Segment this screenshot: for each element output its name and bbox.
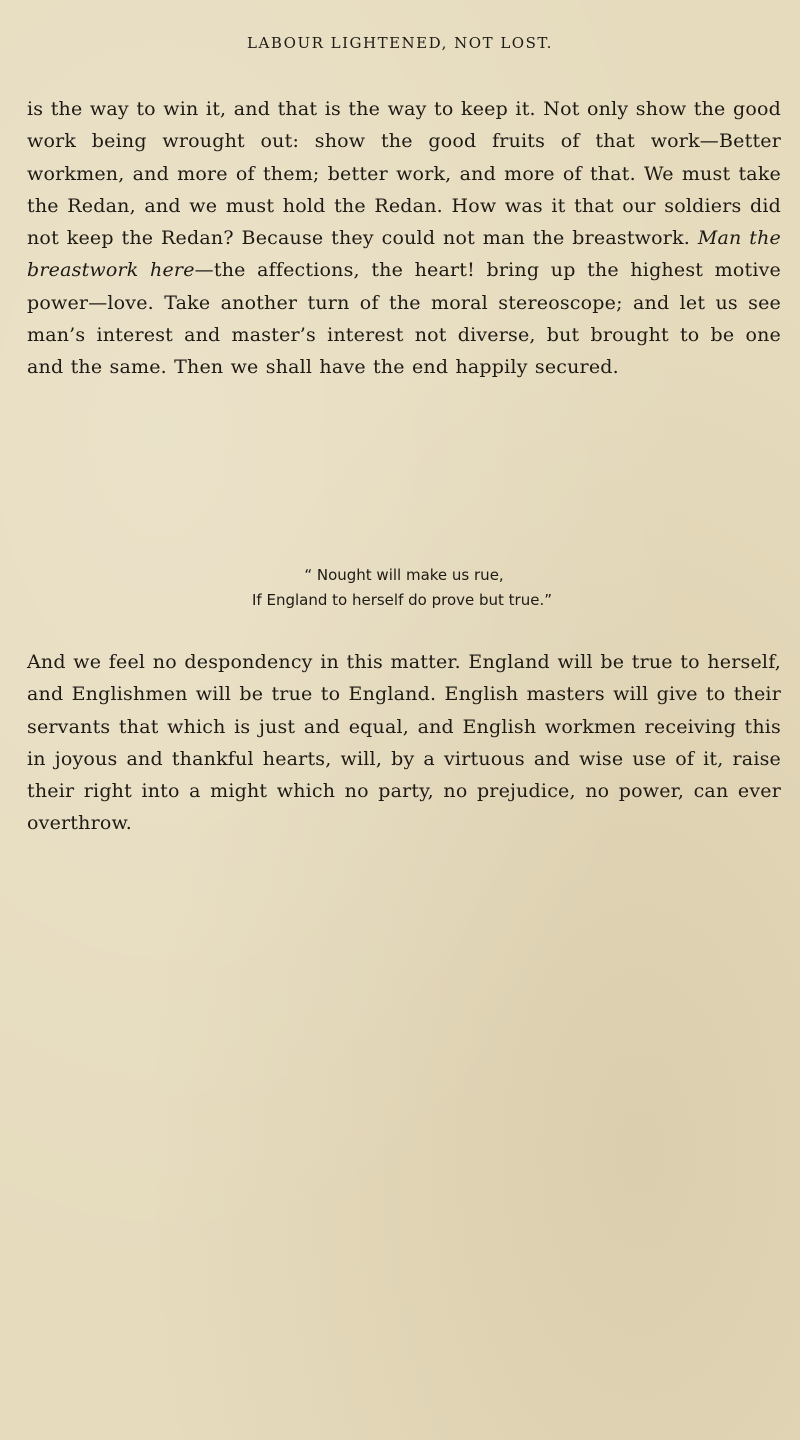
running-head: LABOUR LIGHTENED, NOT LOST. — [247, 34, 553, 52]
verse-line-1: “ Nought will make us rue, — [304, 566, 504, 584]
paragraph-1-text-cont: —the affections, the heart! bring up the highest motive power—love. Take another turn of the moral stereoscope; and let us see man’s interest and master’s interest not diverse, but brought to be one and the same. Then we shall have the end happily secured. — [27, 259, 781, 379]
verse-line-2: If England to herself do prove but true.” — [252, 591, 552, 609]
paragraph-1-italic: Man the breastwork here — [27, 227, 781, 282]
verse-quote — [0, 563, 800, 613]
paragraph-1 — [27, 93, 781, 384]
paragraph-1-text: is the way to win it, and that is the way to keep it. Not only show the good work being wrought out: show the good fruits of that work—Better workmen, and more of them; better work, and more of that. We must take the Redan, and we must hold the Redan. How was it that our soldiers did not keep the Redan? Because they could not man the breastwork. — [27, 98, 781, 250]
paragraph-2: And we feel no despondency in this matter. England will be true to herself, and Englishmen will be true to England. English masters will give to their servants that which is just and equal, and English workmen receiving this in joyous and thankful hearts, will, by a virtuous and wise use of it, raise their right into a might which no party, no prejudice, no power, can ever overthrow. — [27, 651, 781, 835]
